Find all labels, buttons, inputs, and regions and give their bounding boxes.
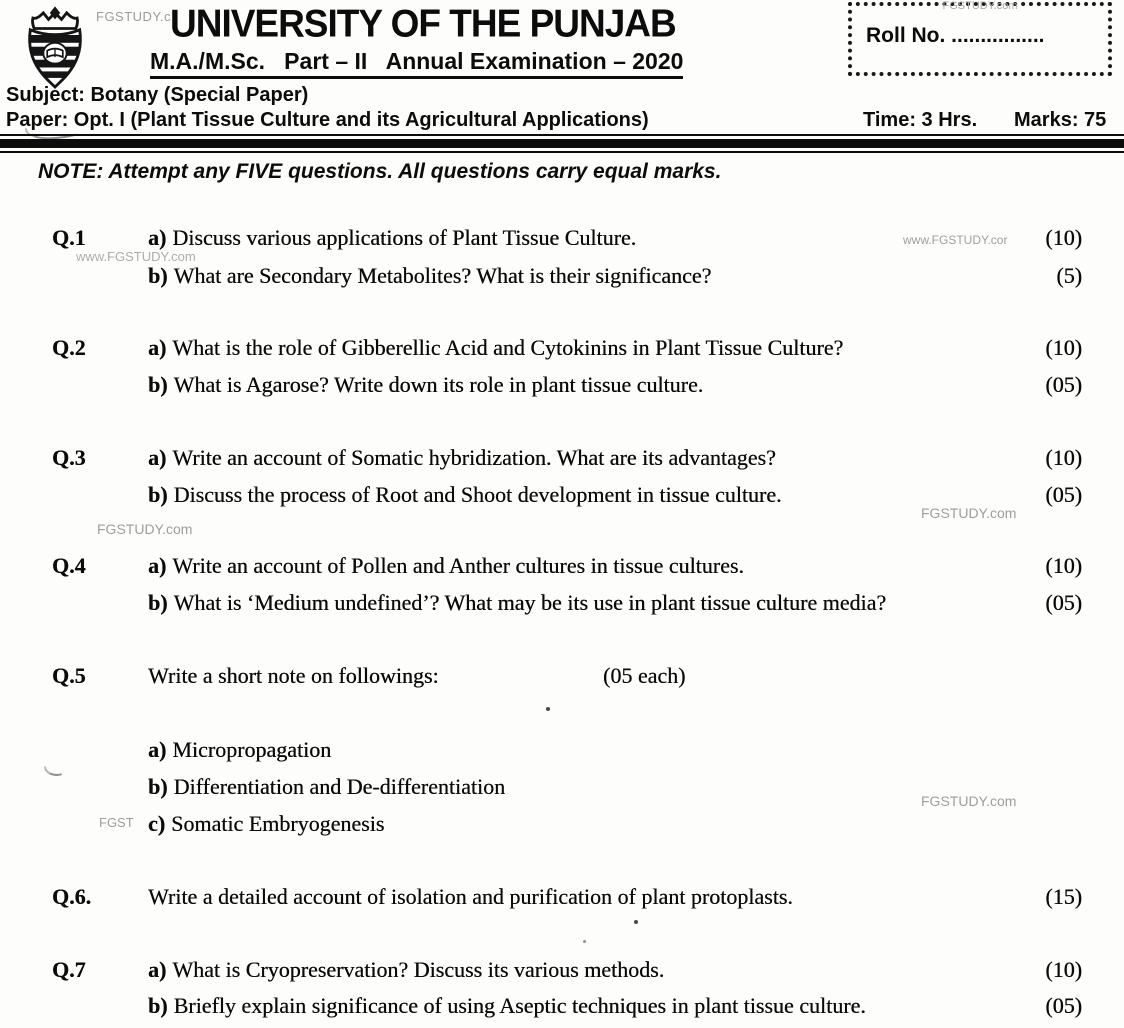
part-label: b) xyxy=(148,590,168,615)
question-text xyxy=(148,481,782,509)
question-row-q5a xyxy=(0,736,1124,766)
part-text: What is ‘Medium undefined’? What may be its use in plant tissue culture media? xyxy=(173,590,887,615)
part-text: Write an account of Somatic hybridization. What are its advantages? xyxy=(172,445,776,470)
part-marks: (05) xyxy=(1045,590,1082,615)
part-text: What are Secondary Metabolites? What is their significance? xyxy=(173,263,712,288)
roll-no-box xyxy=(848,2,1112,76)
part-label: c) xyxy=(148,811,166,836)
part-text: Micropropagation xyxy=(172,737,332,762)
question-number: Q.3 xyxy=(52,445,86,470)
part-text: What is Agarose? Write down its role in plant tissue culture. xyxy=(173,372,704,397)
question-text xyxy=(148,262,711,290)
question-text xyxy=(148,956,664,984)
university-crest-logo xyxy=(16,5,94,91)
part-text: What is Cryopreservation? Discuss its various methods. xyxy=(172,957,665,982)
question-number: Q.6. xyxy=(52,884,92,909)
time-label: Time: 3 Hrs. xyxy=(863,109,978,131)
question-text xyxy=(148,736,331,764)
paper-line: Paper: Opt. I (Plant Tissue Culture and its Agricultural Applications) xyxy=(6,109,649,131)
total-marks-label: Marks: 75 xyxy=(1014,109,1107,131)
part-label: a) xyxy=(148,225,167,250)
part-text: Discuss various applications of Plant Tissue Culture. xyxy=(172,225,637,250)
question-row-q2a xyxy=(0,334,1124,364)
question-text xyxy=(148,444,776,472)
part-text: Somatic Embryogenesis xyxy=(171,811,385,836)
question-number: Q.7 xyxy=(52,957,86,982)
divider-rule-top xyxy=(0,134,1124,136)
question-text xyxy=(148,773,505,801)
scan-speck xyxy=(546,707,550,711)
question-text xyxy=(148,552,744,580)
question-text xyxy=(148,334,843,362)
part-label: b) xyxy=(148,774,168,799)
watermark-roll-box: FGSTUDY.com xyxy=(942,0,1018,12)
question-text xyxy=(148,589,886,617)
question-row-q1b xyxy=(0,262,1124,292)
watermark-q5-right: FGSTUDY.com xyxy=(921,793,1017,809)
part-marks: (05) xyxy=(1045,482,1082,507)
question-row-q2b xyxy=(0,371,1124,401)
marks-each-note: (05 each) xyxy=(603,663,686,688)
question-number: Q.1 xyxy=(52,225,86,250)
watermark-q5c-prefix: FGST xyxy=(99,815,134,830)
part-text: Write an account of Pollen and Anther cultures in tissue cultures. xyxy=(172,553,744,578)
question-row-q7b xyxy=(0,992,1124,1022)
part-text: What is the role of Gibberellic Acid and Cytokinins in Plant Tissue Culture? xyxy=(172,335,844,360)
question-text xyxy=(148,810,384,838)
part-marks: (05) xyxy=(1045,993,1082,1018)
roll-no-label: Roll No. ................ xyxy=(866,24,1045,47)
subject-line: Subject: Botany (Special Paper) xyxy=(6,84,309,106)
part-label: b) xyxy=(148,993,168,1018)
watermark-q3-right: FGSTUDY.com xyxy=(921,505,1017,521)
question-row-q3a xyxy=(0,444,1124,474)
part-marks: (15) xyxy=(1045,884,1082,909)
part-marks: (05) xyxy=(1045,372,1082,397)
part-text: Differentiation and De-differentiation xyxy=(173,774,506,799)
question-text: Write a short note on followings: xyxy=(148,663,439,688)
question-row-q4b xyxy=(0,589,1124,619)
divider-rule-bottom xyxy=(0,151,1124,153)
part-marks: (10) xyxy=(1045,335,1082,360)
watermark-header: FGSTUDY.c xyxy=(96,9,172,24)
part-label: a) xyxy=(148,445,167,470)
scan-speck xyxy=(634,920,638,924)
part-label: a) xyxy=(148,553,167,578)
part-label: a) xyxy=(148,957,167,982)
watermark-q3-left: FGSTUDY.com xyxy=(97,521,193,537)
question-row-q5c xyxy=(0,810,1124,840)
part-text: Briefly explain significance of using Aseptic techniques in plant tissue culture. xyxy=(173,993,866,1018)
question-row-q6 xyxy=(0,883,1124,913)
part-label: a) xyxy=(148,737,167,762)
university-title: UNIVERSITY OF THE PUNJAB xyxy=(170,2,676,45)
part-label: b) xyxy=(148,263,168,288)
part-marks: (10) xyxy=(1045,553,1082,578)
part-marks: (10) xyxy=(1045,445,1082,470)
divider-rule-mid xyxy=(0,139,1124,148)
part-marks: (10) xyxy=(1045,957,1082,982)
scan-speck xyxy=(583,940,586,943)
question-number: Q.5 xyxy=(52,663,86,688)
watermark-q1-left: www.FGSTUDY.com xyxy=(76,249,196,264)
part-marks: (10) xyxy=(1045,225,1082,250)
part-label: b) xyxy=(148,372,168,397)
part-label: b) xyxy=(148,482,168,507)
question-text xyxy=(148,992,866,1020)
question-number: Q.2 xyxy=(52,335,86,360)
question-row-q4a xyxy=(0,552,1124,582)
note-line: NOTE: Attempt any FIVE questions. All questions carry equal marks. xyxy=(38,160,722,183)
part-label: a) xyxy=(148,335,167,360)
question-text: Write a detailed account of isolation and purification of plant protoplasts. xyxy=(148,884,793,909)
part-text: Discuss the process of Root and Shoot development in tissue culture. xyxy=(173,482,782,507)
question-text xyxy=(148,224,636,252)
question-number: Q.4 xyxy=(52,553,86,578)
question-row-q7a xyxy=(0,956,1124,986)
part-marks: (5) xyxy=(1056,263,1082,288)
watermark-q1-right: www.FGSTUDY.cor xyxy=(903,233,1008,247)
question-text xyxy=(148,371,703,399)
exam-session-line: M.A./M.Sc. Part – II Annual Examination – 2020 xyxy=(150,48,683,79)
question-row-q5-head xyxy=(0,662,1124,692)
